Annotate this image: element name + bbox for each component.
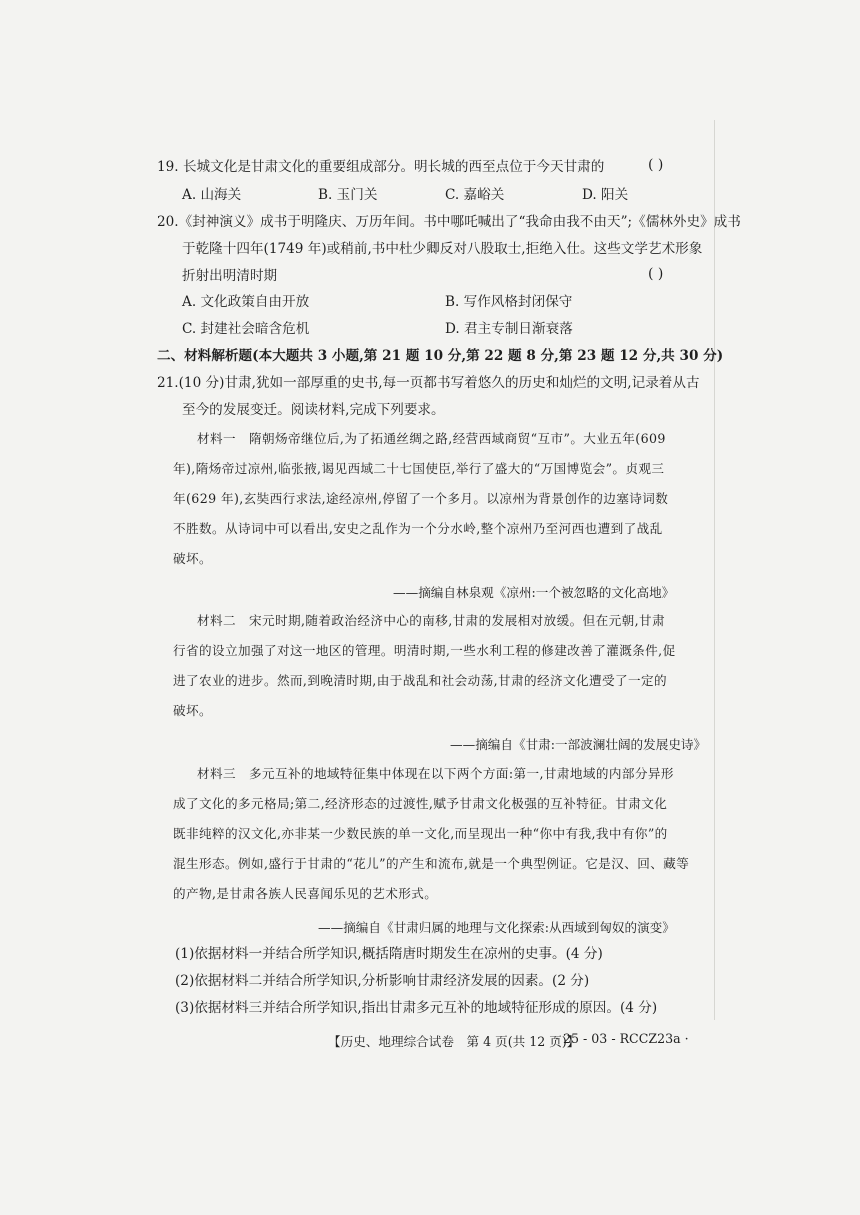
material-1-line-3: 年(629 年),玄奘西行求法,途经凉州,停留了一个多月。以凉州为背景创作的边塞诗词数: [173, 491, 669, 506]
material-1-source: ——摘编自林泉观《凉州:一个被忽略的文化高地》: [393, 585, 675, 600]
q20-option-b: B. 写作风格封闭保守: [445, 294, 573, 310]
material-3-line-4: 混生形态。例如,盛行于甘肃的“花儿”的产生和流布,就是一个典型例证。它是汉、回、藏等: [173, 856, 690, 871]
material-3-source: ——摘编自《甘肃归属的地理与文化探索:从西域到匈奴的演变》: [318, 920, 675, 935]
q20-line-1: 20.《封神演义》成书于明隆庆、万历年间。书中哪吒喊出了“我命由我不由天”;《儒林外史》成书: [157, 214, 741, 230]
q19-option-a: A. 山海关: [182, 187, 242, 203]
material-3-line-3: 既非纯粹的汉文化,亦非某一少数民族的单一文化,而呈现出一种“你中有我,我中有你”的: [173, 826, 668, 841]
material-2-line-4: 破坏。: [173, 703, 212, 718]
material-3-line-2: 成了文化的多元格局;第二,经济形态的过渡性,赋予甘肃文化极强的互补特征。甘肃文化: [173, 796, 668, 811]
q21-intro-line-1: 21.(10 分)甘肃,犹如一部厚重的史书,每一页都书写着悠久的历史和灿烂的文明,记录着从古: [157, 375, 700, 391]
q21-task-3: (3)依据材料三并结合所学知识,指出甘肃多元互补的地域特征形成的原因。(4 分): [175, 1000, 658, 1016]
footer-code: · 25 - 03 - RCCZ23a ·: [555, 1031, 689, 1046]
material-2-line-3: 进了农业的进步。然而,到晚清时期,由于战乱和社会动荡,甘肃的经济文化遭受了一定的: [173, 673, 667, 688]
page-fold-line: [714, 120, 715, 1020]
q21-task-1: (1)依据材料一并结合所学知识,概括隋唐时期发生在凉州的史事。(4 分): [175, 946, 603, 962]
material-1-line-1: 材料一 隋朝炀帝继位后,为了拓通丝绸之路,经营西域商贸“互市”。大业五年(609: [197, 431, 666, 446]
q21-intro-line-2: 至今的发展变迁。阅读材料,完成下列要求。: [182, 402, 445, 418]
q19-answer-paren: ( ): [648, 157, 664, 173]
q20-line-3: 折射出明清时期: [182, 268, 278, 284]
material-2-line-1: 材料二 宋元时期,随着政治经济中心的南移,甘肃的发展相对放缓。但在元朝,甘肃: [197, 613, 665, 628]
q20-option-a: A. 文化政策自由开放: [182, 294, 310, 310]
footer-page-info: 【历史、地理综合试卷 第 4 页(共 12 页)】: [328, 1034, 580, 1049]
q19-option-c: C. 嘉峪关: [445, 187, 505, 203]
material-1-line-2: 年),隋炀帝过凉州,临张掖,谒见西域二十七国使臣,举行了盛大的“万国博览会”。贞观三: [173, 461, 665, 476]
material-2-source: ——摘编自《甘肃:一部波澜壮阔的发展史诗》: [450, 737, 707, 752]
q19-option-d: D. 阳关: [582, 187, 629, 203]
material-3-line-5: 的产物,是甘肃各族人民喜闻乐见的艺术形式。: [173, 886, 438, 901]
q19-option-b: B. 玉门关: [318, 187, 378, 203]
material-1-line-4: 不胜数。从诗词中可以看出,安史之乱作为一个分水岭,整个凉州乃至河西也遭到了战乱: [173, 521, 663, 536]
material-3-line-1: 材料三 多元互补的地域特征集中体现在以下两个方面:第一,甘肃地域的内部分异形: [197, 766, 674, 781]
q20-option-c: C. 封建社会暗含危机: [182, 321, 310, 337]
q20-answer-paren: ( ): [648, 266, 664, 282]
q19-stem: 19. 长城文化是甘肃文化的重要组成部分。明长城的西至点位于今天甘肃的: [157, 159, 605, 175]
section-2-heading: 二、材料解析题(本大题共 3 小题,第 21 题 10 分,第 22 题 8 分,第 23 题 12 分,共 30 分): [157, 348, 724, 364]
q21-task-2: (2)依据材料二并结合所学知识,分析影响甘肃经济发展的因素。(2 分): [175, 973, 590, 989]
material-2-line-2: 行省的设立加强了对这一地区的管理。明清时期,一些水利工程的修建改善了灌溉条件,促: [173, 643, 676, 658]
q20-line-2: 于乾隆十四年(1749 年)或稍前,书中杜少卿反对八股取士,拒绝入仕。这些文学艺术形象: [182, 241, 703, 257]
q20-option-d: D. 君主专制日渐衰落: [445, 321, 573, 337]
material-1-line-5: 破坏。: [173, 551, 212, 566]
